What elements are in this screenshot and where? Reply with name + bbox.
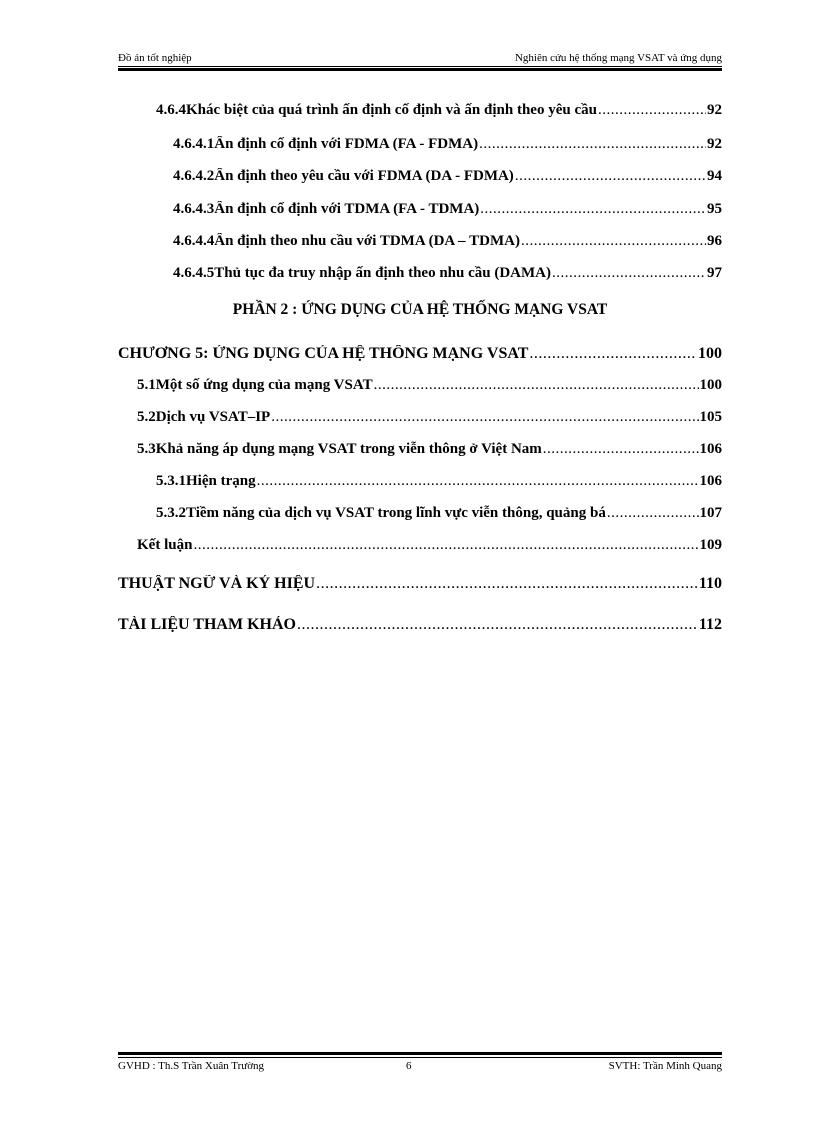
page-header [118, 52, 722, 65]
toc-number: 4.6.4.4 [173, 233, 215, 249]
toc-page: 105 [699, 409, 722, 425]
toc-number: 5.3.1 [156, 473, 186, 489]
toc-number: 4.6.4.5 [173, 265, 215, 281]
toc-page: 96 [707, 233, 722, 249]
toc-entry-4-6-4-5[interactable] [173, 265, 722, 282]
toc-entry-ket-luan[interactable] [137, 537, 722, 554]
toc-number: 5.1 [137, 377, 156, 393]
toc-entry-5-2[interactable] [137, 409, 722, 426]
toc-entry-4-6-4-1[interactable] [173, 136, 722, 153]
footer-right: SVTH: Trần Minh Quang [608, 1060, 722, 1072]
toc-leader [480, 201, 706, 218]
toc-title: CHƯƠNG 5: ỨNG DỤNG CỦA HỆ THỐNG MẠNG VSAT [118, 345, 529, 362]
toc-title: TÀI LIỆU THAM KHẢO [118, 616, 296, 633]
toc-leader [515, 168, 706, 185]
toc-leader [316, 575, 698, 593]
header-right: Nghiên cứu hệ thống mạng VSAT và ứng dụng [514, 52, 722, 64]
toc-leader [552, 265, 706, 282]
toc-leader [193, 537, 698, 554]
footer-rule-thin [118, 1057, 722, 1058]
toc-page: 107 [699, 505, 722, 521]
toc-page: 94 [707, 168, 722, 184]
toc-leader [521, 233, 706, 250]
header-left: Đồ án tốt nghiệp [118, 52, 192, 64]
toc-entry-5-3-2[interactable] [156, 505, 722, 522]
toc-number: 5.2 [137, 409, 156, 425]
toc-leader [543, 441, 699, 458]
toc-leader [257, 473, 699, 490]
toc-number: 5.3 [137, 441, 156, 457]
toc-leader [479, 136, 706, 153]
toc-title: Thủ tục đa truy nhập ấn định theo nhu cầu (DAMA) [214, 265, 552, 281]
toc-title: Khác biệt của quá trình ấn định cố định và ấn định theo yêu cầu [186, 102, 597, 118]
toc-title: Hiện trạng [186, 473, 256, 489]
toc-page: 109 [699, 537, 722, 553]
toc-page: 106 [699, 473, 722, 489]
toc-entry-4-6-4-4[interactable] [173, 233, 722, 250]
toc-leader [374, 377, 699, 394]
toc-page: 95 [707, 201, 722, 217]
toc-title: Tiềm năng của dịch vụ VSAT trong lĩnh vực viễn thông, quảng bá [186, 505, 606, 521]
toc-title: THUẬT NGỮ VÀ KÝ HIỆU [118, 575, 316, 592]
toc-page: 92 [707, 136, 722, 152]
toc-leader [529, 345, 697, 363]
page-number: 6 [406, 1060, 412, 1072]
toc-leader [297, 616, 698, 634]
toc-title: Một số ứng dụng của mạng VSAT [155, 377, 373, 393]
toc-number: 4.6.4 [156, 102, 186, 118]
toc-entry-5-3[interactable] [137, 441, 722, 458]
toc-title: Ấn định cố định với TDMA (FA - TDMA) [214, 201, 480, 217]
toc-entry-chapter-5[interactable] [118, 345, 722, 363]
toc-title: Khả năng áp dụng mạng VSAT trong viễn thông ở Việt Nam [155, 441, 542, 457]
toc-title: Ấn định theo yêu cầu với FDMA (DA - FDMA) [214, 168, 514, 184]
toc-leader [607, 505, 699, 522]
toc-page: 97 [707, 265, 722, 281]
toc-page: 112 [698, 616, 722, 633]
toc-entry-5-1[interactable] [137, 377, 722, 394]
toc-title: Kết luận [137, 537, 193, 553]
toc-number: 4.6.4.2 [173, 168, 215, 184]
toc-number: 4.6.4.1 [173, 136, 215, 152]
toc-page: 92 [707, 102, 722, 118]
toc-title: Dịch vụ VSAT–IP [155, 409, 271, 425]
toc-title: Ấn định cố định với FDMA (FA - FDMA) [214, 136, 479, 152]
footer-left: GVHD : Th.S Trần Xuân Trường [118, 1060, 265, 1072]
toc-leader [271, 409, 698, 426]
toc-number: 4.6.4.3 [173, 201, 215, 217]
toc-entry-glossary[interactable] [118, 575, 722, 593]
part-heading: PHẦN 2 : ỨNG DỤNG CỦA HỆ THỐNG MẠNG VSAT [232, 301, 608, 318]
toc-page: 100 [699, 377, 722, 393]
toc-entry-4-6-4-3[interactable] [173, 201, 722, 218]
toc-page: 110 [698, 575, 722, 592]
toc-page: 100 [698, 345, 722, 362]
toc-leader [598, 102, 706, 119]
toc-entry-4-6-4[interactable] [156, 102, 722, 119]
header-rule-thick [118, 68, 722, 71]
toc-page: 106 [699, 441, 722, 457]
footer-rule-thick [118, 1052, 722, 1055]
toc-entry-4-6-4-2[interactable] [173, 168, 722, 185]
header-rule-thin [118, 66, 722, 67]
toc-entry-references[interactable] [118, 616, 722, 634]
toc-entry-5-3-1[interactable] [156, 473, 722, 490]
toc-title: Ấn định theo nhu cầu với TDMA (DA – TDMA) [214, 233, 520, 249]
toc-number: 5.3.2 [156, 505, 186, 521]
